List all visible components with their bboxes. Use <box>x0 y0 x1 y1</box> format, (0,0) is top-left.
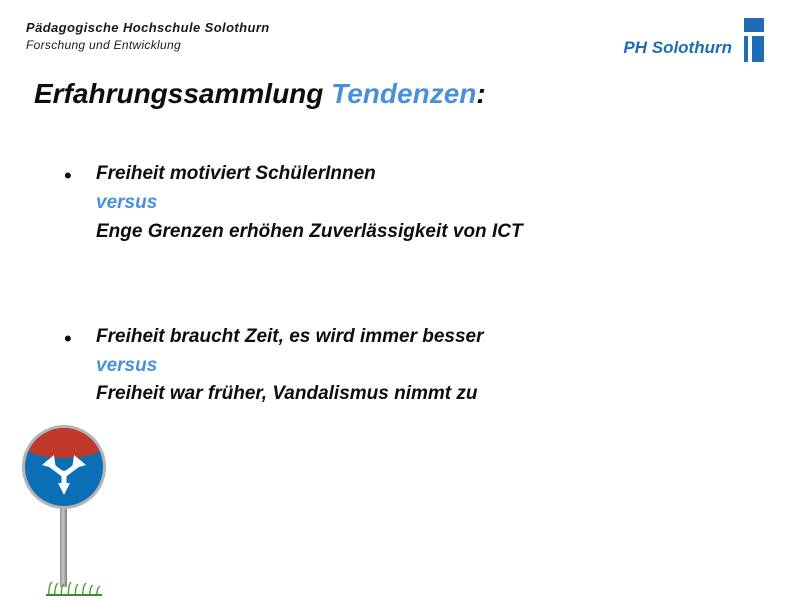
bullet-marker-icon: • <box>64 325 72 351</box>
page-title-suffix: : <box>476 78 486 109</box>
logo-wordmark: PH Solothurn <box>623 38 732 57</box>
bullet-line-primary: Freiheit braucht Zeit, es wird immer besser <box>96 325 484 347</box>
direction-arrows-icon <box>22 425 106 509</box>
logo-bar-icon <box>744 36 748 62</box>
logo-bar-icon <box>752 36 764 62</box>
logo-bar-icon <box>744 18 764 32</box>
grass-icon <box>44 578 104 596</box>
ph-solothurn-logo <box>592 10 772 68</box>
list-item <box>62 323 762 410</box>
bullet-line-versus: versus <box>96 191 158 213</box>
bullet-marker-icon: • <box>64 163 72 188</box>
page-title-main: Erfahrungssammlung <box>34 78 332 109</box>
institution-department: Forschung und Entwicklung <box>26 38 181 53</box>
traffic-sign-illustration <box>14 425 124 600</box>
bullet-list <box>62 160 762 485</box>
page-title <box>34 78 486 110</box>
bullet-line-primary: Freiheit motiviert SchülerInnen <box>96 163 376 184</box>
bullet-line-versus: versus <box>96 354 158 376</box>
list-item <box>62 160 762 247</box>
institution-name: Pädagogische Hochschule Solothurn <box>26 20 270 35</box>
page-title-accent: Tendenzen <box>331 78 477 109</box>
bullet-line-secondary: Enge Grenzen erhöhen Zuverlässigkeit von ICT <box>96 220 523 242</box>
header-institution <box>26 20 270 53</box>
bullet-line-secondary: Freiheit war früher, Vandalismus nimmt zu <box>96 383 478 405</box>
